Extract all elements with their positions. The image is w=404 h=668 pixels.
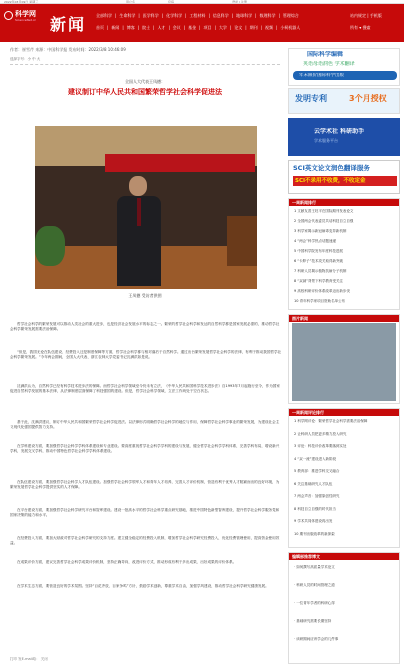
ad-sci-polishing[interactable] <box>288 160 400 194</box>
ad2-highlight: 3个月授权 <box>349 94 387 103</box>
hot-news-header <box>289 199 399 206</box>
photo-chair <box>227 216 257 266</box>
article-paragraph: 在经费投入方面，要加大财政对哲学社会科学研究的支持力度。建立健全稳定的经费投入机制，增加哲学社会科学研究经费投入，优化经费管理使用，提高资金使用效益。 <box>10 536 280 545</box>
nav-separator: | <box>115 13 117 18</box>
main-nav-item[interactable]: 视频 <box>264 25 273 30</box>
date-text: 2022年03月09日 星期三 <box>4 0 39 4</box>
comment-rank-header <box>289 409 399 416</box>
site-header <box>0 4 404 42</box>
nav-separator: | <box>208 13 210 18</box>
article-paragraph: 在学术生态方面，要营造良好的学术氛围。坚持“百花齐放、百家争鸣”方针，鼓励学术创新，尊重学术自由，加强学风建设，推动哲学社会科学研究健康发展。 <box>17 584 269 588</box>
article-paragraph: 在平台建设方面，要加强哲学社会科学研究平台和智库建设。建设一批高水平的哲学社会科学重点研究基地，推进中国特色新型智库建设，提升哲学社会科学服务党和国家决策的能力和水平。 <box>10 508 280 517</box>
photo-person <box>117 176 161 286</box>
hot-news-item[interactable]: 6 “卡脖子”技术攻关取得新突破 <box>294 259 343 263</box>
section-title: 新闻 <box>50 16 87 34</box>
editor-pick-item[interactable]: · 如何撰写高质量学术论文 <box>294 565 335 569</box>
editor-pick-box <box>288 552 400 664</box>
password-label: 密码 <box>168 0 175 4</box>
nav-separator: | <box>153 25 155 30</box>
ad1-subtitle: 英语母语润色 学术翻译 <box>303 61 355 67</box>
logo-text: 科学网 <box>15 10 36 18</box>
picture-news-header <box>289 315 399 322</box>
subject-nav-item[interactable]: 工程材料 <box>189 13 206 18</box>
article-byline: 作者：崔雪芹 来源：中国科学报 发布时间：2022/3/8 10:46:09 <box>10 47 126 52</box>
subject-nav-item[interactable]: 全部科学 <box>96 13 112 18</box>
ad1-pill-text: 年末限价国际科学出版 <box>299 73 344 78</box>
comment-rank-item[interactable]: 7 两会声音：加强原创性研究 <box>294 494 340 498</box>
picture-news-title: 图片新闻 <box>292 316 308 321</box>
article-title: 建议制订中华人民共和国繁荣哲学社会科学促进法 <box>68 88 222 96</box>
photo-person-head <box>129 176 147 196</box>
hot-news-item[interactable]: 8 “双减”背景下科学教育受关注 <box>294 279 343 283</box>
ad4-subtitle: SCI不录用不收费，不收定金 <box>295 178 366 184</box>
ad-academic-assistant[interactable] <box>288 118 400 156</box>
subject-nav-item[interactable]: 医学科学 <box>142 13 159 18</box>
main-nav-item[interactable]: 会议 <box>172 25 181 30</box>
subject-nav <box>96 13 302 18</box>
header-links[interactable]: 站内规定 | 手机版 <box>350 13 382 18</box>
header-search[interactable]: 所有 ▾ 搜索 <box>350 25 371 30</box>
main-nav-item[interactable]: 博客 <box>126 25 135 30</box>
nav-separator: | <box>161 13 164 18</box>
ad4-title: SCI英文论文润色翻译服务 <box>293 164 370 172</box>
hot-news-title: 一周新闻排行 <box>292 200 316 205</box>
article-photo <box>35 126 257 289</box>
nav-separator: | <box>185 13 187 18</box>
comment-rank-item[interactable]: 10 期刊出版改革的新探索 <box>294 531 335 536</box>
nav-separator: | <box>168 25 170 30</box>
comment-rank-item[interactable]: 2 让科研人员把更多精力投入研究 <box>294 431 347 436</box>
nav-separator: | <box>278 13 280 18</box>
hot-news-item[interactable]: 5 中国科学院发布年度科技进展 <box>294 249 343 253</box>
comment-rank-item[interactable]: 8 科技自立自强的时代担当 <box>294 506 336 511</box>
hot-news-item[interactable]: 1 文献友善王旺平在国际期刊发表论文 <box>294 209 354 213</box>
main-nav <box>96 25 303 30</box>
hot-news-item[interactable]: 9 高校科研评价体系改革迈出新步伐 <box>294 289 350 293</box>
nav-separator: | <box>231 13 234 18</box>
nav-separator: | <box>255 13 257 18</box>
article-paragraph: 在成果评价方面，建议完善哲学社会科学成果评价机制，坚持正确导向，改进评价方式，推动形成有利于多出成果、出好成果的评价体系。 <box>17 560 237 564</box>
main-nav-item[interactable]: 论文 <box>234 25 243 30</box>
nav-separator: | <box>137 25 140 30</box>
article-paragraph: “但是，我国无论在队伍建设、经费投入还是制度保障等方面，哲学社会科学都与相对落后于自然科学。通过出台繁荣发展哲学社会科学的法律，有利于推动我国哲学社会科学繁荣发展。”今年两会期间，全国人大代表、浙江农林大学党委书记沈满洪如是说。 <box>10 350 282 359</box>
ad-science-editing[interactable] <box>288 48 400 86</box>
hot-news-item[interactable]: 4 “两会”科学热点话题速递 <box>294 239 336 243</box>
article-paragraph: 基于此，沈满洪建议，制订中华人民共和国繁荣哲学社会科学促进法。以法律形式明确哲学社会科学的地位与作用，保障哲学社会科学事业的繁荣发展，为建设社会主义现代化强国提供智力支持。 <box>10 420 280 429</box>
hot-news-box <box>288 198 400 310</box>
logo-subtext: ScienceNet.cn <box>15 18 37 22</box>
nav-separator: | <box>122 25 124 30</box>
picture-news-image[interactable] <box>292 323 396 401</box>
comment-rank-title: 一周新闻评论排行 <box>292 410 324 415</box>
hot-news-item[interactable]: 7 科研人员揭示植物抗病分子机制 <box>294 269 347 273</box>
main-nav-item[interactable]: 新闻 <box>111 25 120 30</box>
nav-separator: | <box>107 25 109 30</box>
photo-plant <box>35 226 65 266</box>
subject-nav-item[interactable]: 信息科学 <box>212 13 229 18</box>
hot-news-item[interactable]: 3 科学家揭示新冠病毒变异新机制 <box>294 229 347 233</box>
site-logo[interactable] <box>4 10 44 24</box>
username-label: 用户名 <box>126 0 136 4</box>
photo-banner <box>105 154 255 172</box>
logo-emblem-icon <box>4 11 13 20</box>
editor-pick-item[interactable]: · 读研期间应该学会的几件事 <box>294 637 339 641</box>
main-nav-item[interactable]: 大学 <box>218 25 227 30</box>
editor-pick-item[interactable]: · 基础研究需要长期坚持 <box>294 619 332 623</box>
comment-rank-item[interactable]: 5 教育部：推进学科交叉融合 <box>294 469 340 473</box>
ad2-title: 发明专利 <box>295 94 327 103</box>
editor-pick-item[interactable]: · 科研人员的时间管理之道 <box>294 583 335 587</box>
comment-rank-item[interactable]: 9 学术共同体建设再出发 <box>294 519 333 523</box>
nav-separator: | <box>275 25 278 30</box>
nav-separator: | <box>260 25 262 30</box>
photo-person-tie <box>137 198 141 226</box>
comment-rank-item[interactable]: 3 评论：科技评价改革要落到实处 <box>294 444 347 448</box>
photo-caption: 王凤德 受访者供图 <box>128 293 162 298</box>
nav-separator: | <box>138 13 140 18</box>
article-paragraph: 在队伍建设方面，要加强哲学社会科学人才队伍建设。加强哲学社会科学领军人才和青年人才培养，完善人才评价机制，营造有利于优秀人才脱颖而出的良好环境，为繁荣发展哲学社会科学提供坚实的人才保障。 <box>10 480 280 489</box>
comment-rank-item[interactable]: 6 关注基础研究人才队伍 <box>294 481 333 486</box>
nav-separator: | <box>183 25 186 30</box>
comment-rank-item[interactable]: 4 “双一流”建设进入新阶段 <box>294 456 336 461</box>
editor-pick-item[interactable]: · 一位青年学者的科研心得 <box>294 601 335 605</box>
nav-separator: | <box>245 25 247 30</box>
comment-rank-box <box>288 408 400 548</box>
editor-pick-header <box>289 553 399 560</box>
subject-nav-item[interactable]: 生命科学 <box>119 13 136 18</box>
article-paragraph: 沈满洪认为，自然科学已经有科学技术进步法的保障。而哲学社会科学领域至今仍未有立法，《中华人民共和国科学技术进步法》自1993年7月起施行至今，作为国家促进自然科学发展的基本法律，从法律制度层面保障了科技强国的建设。但是，哲学社会科学领域，立法工作尚处于空白状态。 <box>10 384 280 393</box>
login-register-link[interactable]: 登录 | 注册 <box>232 0 247 4</box>
main-nav-item[interactable]: 期刊 <box>249 25 258 30</box>
article-paragraph: 在学科建设方面，要加强哲学社会科学学科体系建设和专业建设。要高度重视哲学社会科学学科的建设与发展，健全哲学社会科学学科体系，完善学科布局，增设新兴学科，发展交叉学科，推动中国特色哲学社会科学学科体系建设。 <box>10 444 280 453</box>
comment-rank-item[interactable]: 1 科学网评论：繁荣哲学社会科学需要法治保障 <box>294 419 368 423</box>
main-nav-item[interactable]: 首页 <box>96 25 104 30</box>
ad3-title: 云学术社 科研助手 <box>314 128 365 135</box>
ad-patent[interactable] <box>288 88 400 114</box>
subject-nav-item[interactable]: 地球科学 <box>236 13 253 18</box>
nav-separator: | <box>229 25 232 30</box>
font-size-options[interactable]: 选择字号：小 中 大 <box>10 57 280 65</box>
main-nav-item[interactable]: 项目 <box>203 25 212 30</box>
ad1-title: 国际科学编辑 <box>307 51 344 58</box>
main-nav-item[interactable]: 基金 <box>188 25 197 30</box>
subject-nav-item[interactable]: 数理科学 <box>259 13 276 18</box>
ad3-subtitle: 学术服务平台 <box>314 138 338 143</box>
article-paragraph: 哲学社会科学的繁荣发展可以推动人类社会的重大进步，也是经济社会发展水平的标志之一。繁荣的哲学社会科学和发达的自然科学都是国家发展必需的，推动哲学社会科学繁荣发展需要法治保障。 <box>10 322 280 331</box>
article-footer-tools[interactable]: 打印 发E-mail给： 关闭 <box>10 657 48 661</box>
subject-nav-item[interactable]: 管理综合 <box>282 13 299 18</box>
article-pretitle: 全国人大代表王凤德： <box>125 79 165 84</box>
editor-pick-title: 编辑部推荐博文 <box>292 554 320 559</box>
nav-separator: | <box>214 25 216 30</box>
hot-news-item[interactable]: 10 青年科学家项目资助名单公布 <box>294 299 346 303</box>
nav-separator: | <box>199 25 201 30</box>
subject-nav-item[interactable]: 化学科学 <box>166 13 183 18</box>
main-nav-item[interactable]: 院士 <box>142 25 151 30</box>
main-nav-item[interactable]: 人才 <box>157 25 166 30</box>
main-nav-item[interactable]: 小柯机器人 <box>280 25 301 30</box>
hot-news-item[interactable]: 2 全国两会代表委员共话科技自立自强 <box>294 219 354 223</box>
